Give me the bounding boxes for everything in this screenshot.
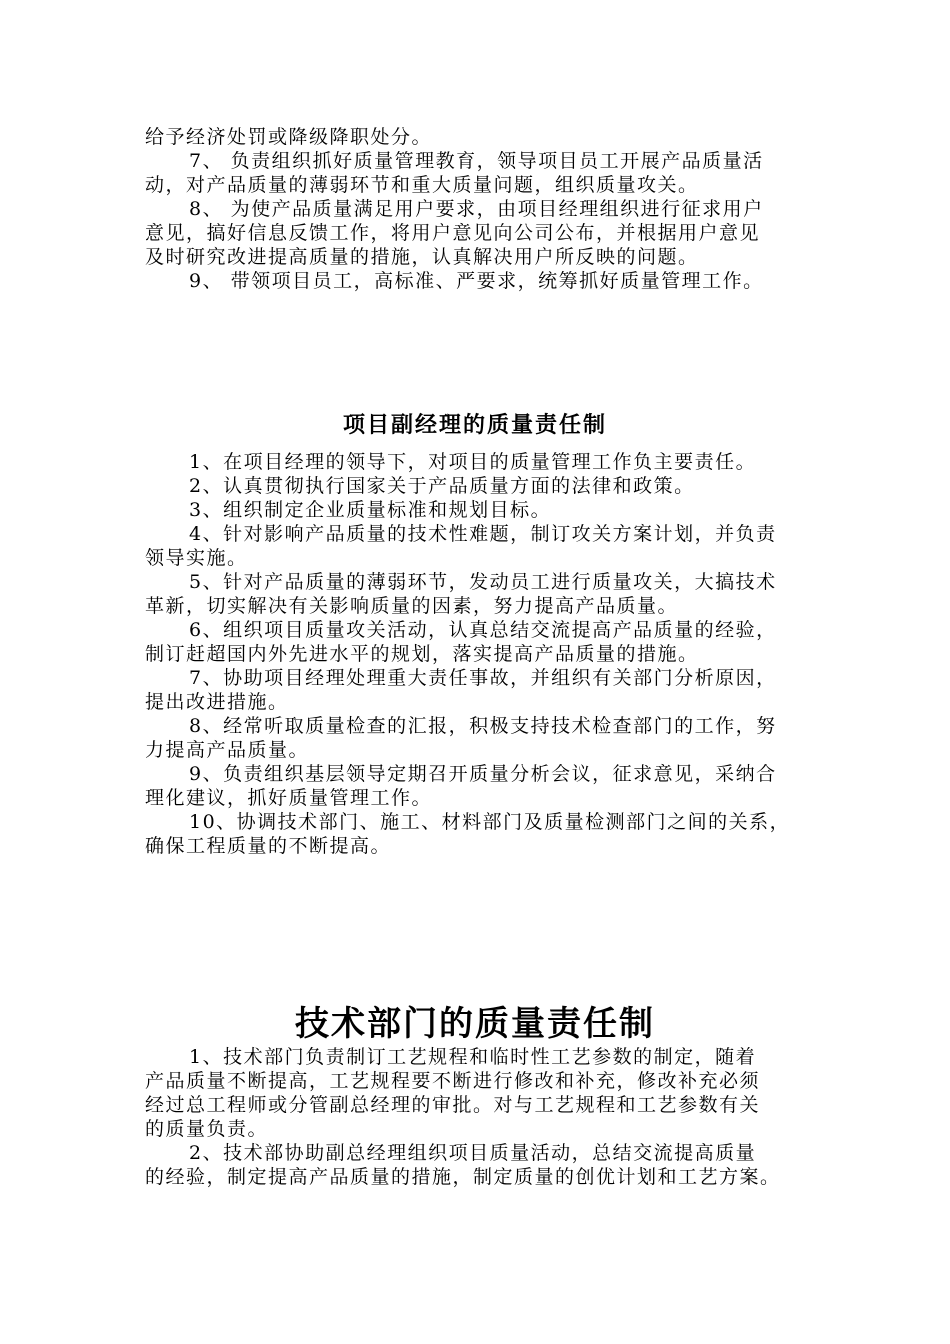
paragraph-line: 经过总工程师或分管副总经理的审批。对与工艺规程和工艺参数有关 — [145, 1094, 761, 1116]
paragraph-line: 4、针对影响产品质量的技术性难题，制订攻关方案计划，并负责 — [189, 523, 777, 545]
paragraph-line: 理化建议，抓好质量管理工作。 — [145, 787, 433, 809]
paragraph-line: 8、 为使产品质量满足用户要求，由项目经理组织进行征求用户 — [189, 198, 764, 220]
paragraph-line: 5、针对产品质量的薄弱环节，发动员工进行质量攻关，大搞技术 — [189, 571, 777, 593]
paragraph-line: 9、 带领项目员工，高标准、严要求，统筹抓好质量管理工作。 — [189, 270, 764, 292]
paragraph-line: 的质量负责。 — [145, 1118, 269, 1140]
paragraph-line: 1、在项目经理的领导下，对项目的质量管理工作负主要责任。 — [189, 451, 757, 473]
paragraph-line: 领导实施。 — [145, 547, 248, 569]
paragraph-line: 动，对产品质量的薄弱环节和重大质量问题，组织质量攻关。 — [145, 174, 699, 196]
paragraph-line: 产品质量不断提高，工艺规程要不断进行修改和补充，修改补充必须 — [145, 1070, 761, 1092]
paragraph-line: 及时研究改进提高质量的措施，认真解决用户所反映的问题。 — [145, 246, 699, 268]
section-title-deputy-manager: 项目副经理的质量责任制 — [342, 413, 607, 438]
paragraph-line: 7、协助项目经理处理重大责任事故，并组织有关部门分析原因， — [189, 667, 777, 689]
paragraph-line: 1、技术部门负责制订工艺规程和临时性工艺参数的制定，随着 — [189, 1046, 757, 1068]
paragraph-line: 2、认真贯彻执行国家关于产品质量方面的法律和政策。 — [189, 475, 695, 497]
paragraph-line: 确保工程质量的不断提高。 — [145, 835, 392, 857]
paragraph-line: 9、负责组织基层领导定期召开质量分析会议，征求意见，采纳合 — [189, 763, 777, 785]
paragraph-line: 6、组织项目质量攻关活动，认真总结交流提高产品质量的经验， — [189, 619, 777, 641]
paragraph-line: 意见，搞好信息反馈工作，将用户意见向公司公布，并根据用户意见 — [145, 222, 761, 244]
section-deputy-manager — [145, 450, 815, 858]
paragraph-line: 给予经济处罚或降级降职处分。 — [145, 126, 433, 148]
paragraph-line: 7、 负责组织抓好质量管理教育，领导项目员工开展产品质量活 — [189, 150, 764, 172]
paragraph-line: 提出改进措施。 — [145, 691, 289, 713]
paragraph-line: 3、组织制定企业质量标准和规划目标。 — [189, 499, 552, 521]
paragraph-line: 的经验，制定提高产品质量的措施，制定质量的创优计划和工艺方案。 — [145, 1166, 781, 1188]
paragraph-line: 2、技术部协助副总经理组织项目质量活动，总结交流提高质量 — [189, 1142, 757, 1164]
paragraph-line: 革新，切实解决有关影响质量的因素，努力提高产品质量。 — [145, 595, 679, 617]
paragraph-line: 10、协调技术部门、施工、材料部门及质量检测部门之间的关系， — [189, 811, 791, 833]
section-title-technical-department: 技术部门的质量责任制 — [295, 1004, 655, 1044]
paragraph-line: 制订赶超国内外先进水平的规划，落实提高产品质量的措施。 — [145, 643, 699, 665]
paragraph-line: 8、经常听取质量检查的汇报，积极支持技术检查部门的工作，努 — [189, 715, 777, 737]
paragraph-line: 力提高产品质量。 — [145, 739, 310, 761]
section-technical-department — [145, 1045, 815, 1189]
section-project-manager-continued — [145, 125, 815, 293]
